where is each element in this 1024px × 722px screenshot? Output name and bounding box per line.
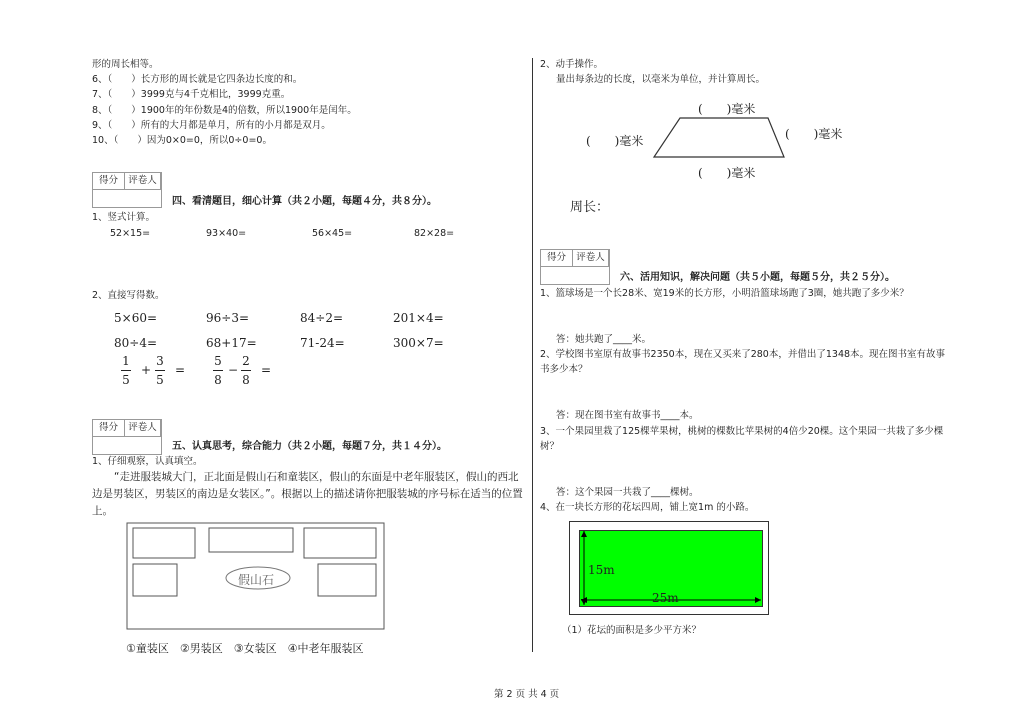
minus-sign: − (228, 363, 239, 377)
mental-calc-5: 80÷4= (114, 336, 158, 350)
section-6-q3-line2: 树？ (540, 441, 560, 452)
grader-label: 评卷人 (125, 420, 161, 436)
area-top-right (304, 528, 376, 558)
section-6-q3-line1: 3、一个果园里栽了125棵苹果树，桃树的棵数比苹果树的4倍少20棵。这个果园一共栽了多少棵 (540, 426, 944, 437)
tf-item-9: 9、（ ）所有的大月都是单月，所有的小月都是双月。 (92, 120, 331, 131)
equals-sign-2: = (261, 363, 272, 377)
trapezoid (654, 118, 784, 157)
section-6-q4: 4、在一块长方形的花坛四周，铺上宽1m 的小路。 (540, 502, 755, 513)
score-label: 得分 (541, 250, 573, 266)
vertical-calc-3: 56×45= (312, 228, 353, 239)
column-divider (532, 58, 533, 652)
mm-right-label: ( )毫米 (785, 127, 843, 141)
fraction-3-5: 3 5 (156, 354, 164, 387)
mental-calc-8: 300×7= (393, 336, 444, 350)
fraction-5-8: 5 8 (214, 354, 222, 387)
perimeter-label: 周长： (570, 200, 610, 215)
mental-calc-6: 68+17= (206, 336, 257, 350)
mm-left-label: ( )毫米 (586, 134, 644, 148)
section-5-title: 五、认真思考，综合能力（共２小题，每题７分，共１４分）。 (172, 441, 447, 452)
tf-continued: 形的周长相等。 (92, 59, 159, 70)
section-4-q1-label: 1、竖式计算。 (92, 212, 156, 223)
mental-calc-3: 84÷2= (300, 311, 344, 325)
section-6-a3: 答：这个果园一共栽了____棵树。 (556, 487, 699, 498)
score-box-section-6 (540, 249, 610, 267)
area-top-left (133, 528, 195, 558)
tf-item-7: 7、（ ）3999克与4千克相比，3999克重。 (92, 89, 291, 100)
mental-calc-1: 5×60= (114, 311, 158, 325)
mental-calc-2: 96÷3= (206, 311, 250, 325)
area-top-center (209, 528, 293, 552)
rock-label: 假山石 (238, 573, 275, 587)
section-4-q2-label: 2、直接写得数。 (92, 290, 165, 301)
equals-sign-1: = (175, 363, 186, 377)
grader-label: 评卷人 (125, 173, 161, 189)
mental-calc-4: 201×4= (393, 311, 444, 325)
section-4-title: 四、看清题目，细心计算（共２小题，每题４分，共８分）。 (172, 196, 437, 207)
vertical-calc-2: 93×40= (206, 228, 247, 239)
section-5-paragraph: “走进服装城大门，正北面是假山石和童装区，假山的东面是中老年服装区，假山的西北边是男装区，男装区的南边是女装区。”。根据以上的描述请你把服装城的序号标在适当的位置上。 (92, 471, 523, 517)
section-6-q1: 1、篮球场是一个长28米、宽19米的长方形，小明沿篮球场跑了3圈，她共跑了多少米？ (540, 288, 909, 299)
mental-calc-7: 71-24= (300, 336, 345, 350)
section-6-q2-line2: 书多少本？ (540, 364, 588, 375)
right-q2-label: 2、动手操作。 (540, 59, 604, 70)
area-right (318, 564, 376, 596)
trapezoid-figure (650, 115, 790, 165)
vertical-calc-4: 82×28= (414, 228, 455, 239)
score-box-section-4 (92, 172, 162, 190)
section-6-q2-line1: 2、学校图书室原有故事书2350本，现在又买来了280本，并借出了1348本。现在图书室有故事 (540, 349, 946, 360)
section-6-q4-sub1: （1）花坛的面积是多少平方米？ (562, 625, 702, 636)
fraction-1-5: 1 5 (122, 354, 130, 387)
mall-legend: ①童装区 ②男装区 ③女装区 ④中老年服装区 (126, 642, 364, 655)
tf-item-10: 10、（ ）因为0×0=0，所以0÷0=0。 (92, 135, 272, 146)
grader-label: 评卷人 (573, 250, 609, 266)
vertical-calc-1: 52×15= (110, 228, 151, 239)
tf-item-8: 8、（ ）1900年的年份数是4的倍数，所以1900年是闰年。 (92, 105, 357, 116)
section-6-title: 六、活用知识，解决问题（共５小题，每题５分，共２５分）。 (620, 272, 895, 283)
garden-length-label: 25m (652, 591, 679, 605)
section-5-q1-label: 1、仔细观察，认真填空。 (92, 456, 203, 467)
mm-top-label: ( )毫米 (698, 102, 756, 116)
score-label: 得分 (93, 420, 125, 436)
page-footer: 第 2 页 共 4 页 (494, 689, 560, 700)
section-6-a2: 答：现在图书室有故事书____本。 (556, 410, 699, 421)
garden-width-label: 15m (588, 563, 615, 577)
section-6-a1: 答：她共跑了____米。 (556, 334, 652, 345)
area-left (133, 564, 177, 596)
score-box-section-5 (92, 419, 162, 437)
fraction-2-8: 2 8 (242, 354, 250, 387)
mm-bottom-label: ( )毫米 (698, 166, 756, 180)
tf-item-6: 6、（ ）长方形的周长就是它四条边长度的和。 (92, 74, 303, 85)
score-label: 得分 (93, 173, 125, 189)
right-q2-text: 量出每条边的长度，以毫米为单位，并计算周长。 (556, 74, 766, 85)
plus-sign: + (141, 363, 152, 377)
